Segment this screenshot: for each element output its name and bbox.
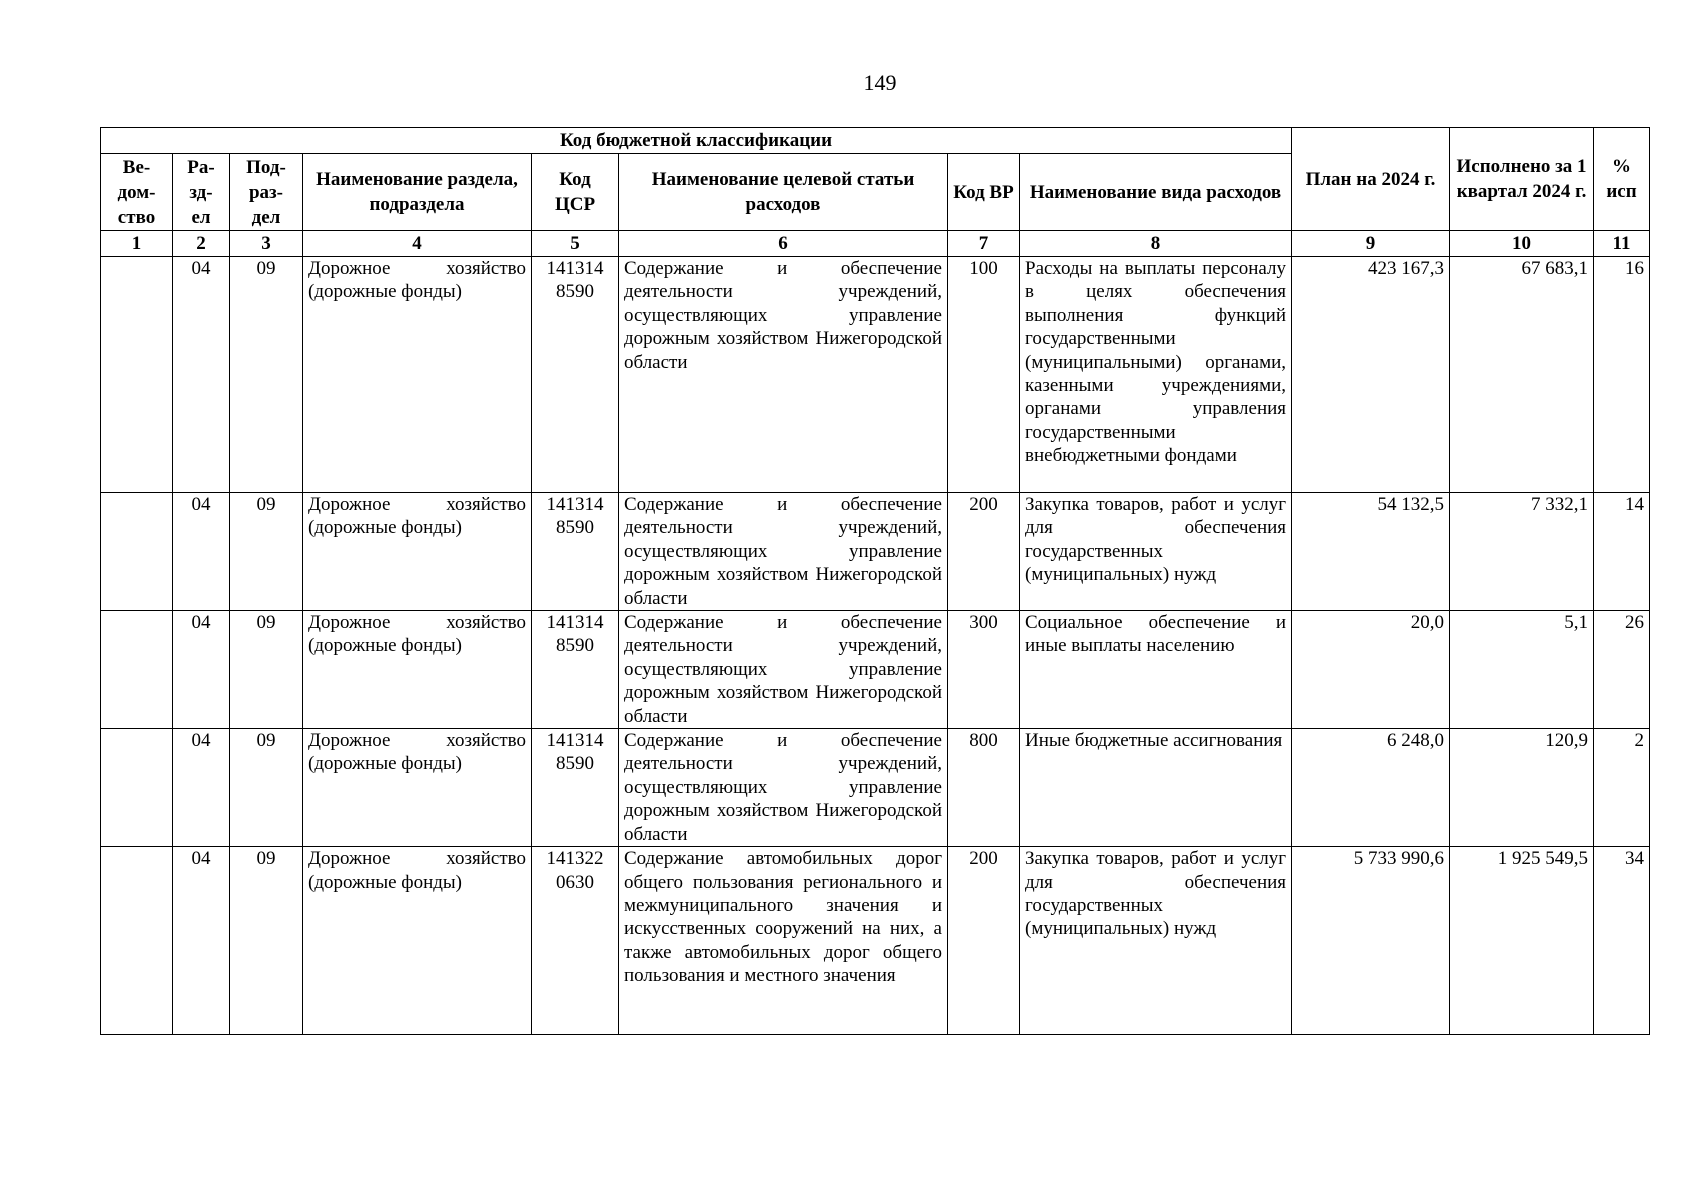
column-number: 7 <box>948 231 1020 257</box>
plan-cell: 6 248,0 <box>1292 729 1450 847</box>
target-name-cell: Содержание и обеспечение деятельности учреждений, осуществляющих управление дорожным хозяйством Нижегородской области <box>619 493 948 611</box>
table-row <box>101 729 1650 847</box>
column-number: 4 <box>303 231 532 257</box>
executed-cell: 7 332,1 <box>1450 493 1594 611</box>
column-number: 9 <box>1292 231 1450 257</box>
percent-cell: 26 <box>1594 611 1650 729</box>
vr-cell: 100 <box>948 257 1020 493</box>
csr-cell: 141322 0630 <box>532 847 619 1035</box>
csr-cell: 141314 8590 <box>532 493 619 611</box>
podrazdel-cell: 09 <box>230 611 303 729</box>
vr-name-cell: Закупка товаров, работ и услуг для обеспечения государственных (муниципальных) нужд <box>1020 493 1292 611</box>
podrazdel-cell: 09 <box>230 847 303 1035</box>
vr-cell: 300 <box>948 611 1020 729</box>
column-number: 1 <box>101 231 173 257</box>
vr-name-cell: Иные бюджетные ассигнования <box>1020 729 1292 847</box>
vedomstvo-cell <box>101 257 173 493</box>
razdel-name-cell: Дорожное хозяйство (дорожные фонды) <box>303 847 532 1035</box>
target-name-cell: Содержание автомобильных дорог общего пользования регионального и межмуниципального значения и искусственных сооружений на них, а также автомобильных дорог общего пользования и местного значения <box>619 847 948 1035</box>
plan-cell: 5 733 990,6 <box>1292 847 1450 1035</box>
podrazdel-cell: 09 <box>230 729 303 847</box>
razdel-cell: 04 <box>173 257 230 493</box>
executed-cell: 67 683,1 <box>1450 257 1594 493</box>
razdel-cell: 04 <box>173 493 230 611</box>
target-name-cell: Содержание и обеспечение деятельности учреждений, осуществляющих управление дорожным хозяйством Нижегородской области <box>619 611 948 729</box>
vr-name-cell: Расходы на выплаты персоналу в целях обеспечения выполнения функций государственными (муниципальными) органами, казенными учреждениями, органами управления государственными внебюджетными фондами <box>1020 257 1292 493</box>
plan-cell: 423 167,3 <box>1292 257 1450 493</box>
executed-cell: 1 925 549,5 <box>1450 847 1594 1035</box>
executed-header: Исполнено за 1 квартал 2024 г. <box>1450 128 1594 231</box>
column-number: 10 <box>1450 231 1594 257</box>
csr-cell: 141314 8590 <box>532 729 619 847</box>
column-number: 8 <box>1020 231 1292 257</box>
razdel-name-cell: Дорожное хозяйство (дорожные фонды) <box>303 729 532 847</box>
podrazdel-header: Под- раз- дел <box>230 154 303 231</box>
budget-table <box>100 127 1650 1035</box>
vr-header: Код ВР <box>948 154 1020 231</box>
podrazdel-cell: 09 <box>230 257 303 493</box>
column-number: 11 <box>1594 231 1650 257</box>
csr-cell: 141314 8590 <box>532 611 619 729</box>
vr-name-cell: Закупка товаров, работ и услуг для обеспечения государственных (муниципальных) нужд <box>1020 847 1292 1035</box>
vr-cell: 200 <box>948 847 1020 1035</box>
percent-header: % исп <box>1594 128 1650 231</box>
razdel-cell: 04 <box>173 847 230 1035</box>
target-name-cell: Содержание и обеспечение деятельности учреждений, осуществляющих управление дорожным хозяйством Нижегородской области <box>619 257 948 493</box>
vr-name-header: Наименование вида расходов <box>1020 154 1292 231</box>
table-row <box>101 257 1650 493</box>
column-number-row <box>101 231 1650 257</box>
vedomstvo-cell <box>101 847 173 1035</box>
razdel-name-cell: Дорожное хозяйство (дорожные фонды) <box>303 257 532 493</box>
percent-cell: 14 <box>1594 493 1650 611</box>
vedomstvo-cell <box>101 493 173 611</box>
plan-cell: 20,0 <box>1292 611 1450 729</box>
vedomstvo-header: Ве- дом- ство <box>101 154 173 231</box>
vr-name-cell: Социальное обеспечение и иные выплаты населению <box>1020 611 1292 729</box>
razdel-cell: 04 <box>173 611 230 729</box>
column-number: 6 <box>619 231 948 257</box>
column-number: 5 <box>532 231 619 257</box>
csr-cell: 141314 8590 <box>532 257 619 493</box>
percent-cell: 16 <box>1594 257 1650 493</box>
plan-cell: 54 132,5 <box>1292 493 1450 611</box>
column-number: 2 <box>173 231 230 257</box>
table-row <box>101 493 1650 611</box>
budget-classification-header: Код бюджетной классификации <box>101 128 1292 154</box>
percent-cell: 2 <box>1594 729 1650 847</box>
percent-cell: 34 <box>1594 847 1650 1035</box>
vedomstvo-cell <box>101 729 173 847</box>
vr-cell: 200 <box>948 493 1020 611</box>
razdel-name-header: Наименование раздела, подраздела <box>303 154 532 231</box>
target-name-cell: Содержание и обеспечение деятельности учреждений, осуществляющих управление дорожным хозяйством Нижегородской области <box>619 729 948 847</box>
vr-cell: 800 <box>948 729 1020 847</box>
csr-header: Код ЦСР <box>532 154 619 231</box>
podrazdel-cell: 09 <box>230 493 303 611</box>
table-row <box>101 847 1650 1035</box>
table-row <box>101 611 1650 729</box>
executed-cell: 5,1 <box>1450 611 1594 729</box>
razdel-name-cell: Дорожное хозяйство (дорожные фонды) <box>303 493 532 611</box>
vedomstvo-cell <box>101 611 173 729</box>
executed-cell: 120,9 <box>1450 729 1594 847</box>
razdel-name-cell: Дорожное хозяйство (дорожные фонды) <box>303 611 532 729</box>
plan-header: План на 2024 г. <box>1292 128 1450 231</box>
column-number: 3 <box>230 231 303 257</box>
target-name-header: Наименование целевой статьи расходов <box>619 154 948 231</box>
page-number: 149 <box>863 70 897 95</box>
razdel-cell: 04 <box>173 729 230 847</box>
razdel-header: Ра- зд- ел <box>173 154 230 231</box>
